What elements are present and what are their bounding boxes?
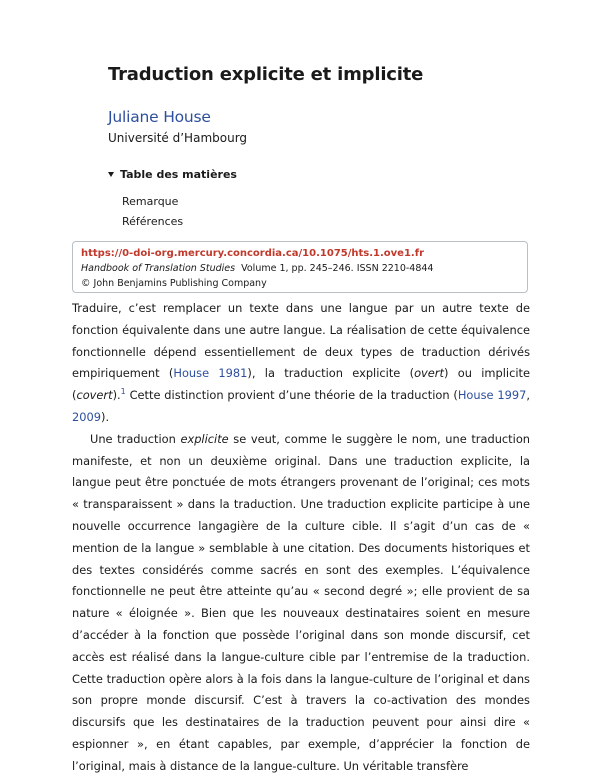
text-run: ) ou implicite ( xyxy=(72,366,530,403)
text-run: se veut, comme le suggère le nom, une traduction manifeste, et non un deuxième original. Dans une traduction explicite, la langue peut être ponctuée de mots étrangers provenant de l’original; ces mots « transparaissent » dans la traduction. Une traduction explicite participe à une nouvelle occurrence langagière de la culture cible. Il s’agit d’un cas de « mention de la langue » semblable à une citation. Des documents historiques et des textes considérés comme sacrés en sont des exemples. L’équivalence fonctionnelle ne peut être atteinte qu’au « second degré »; elle provient de sa nature « éloignée ». Bien que les nouveaux destinataires soient en mesure d’accéder à la fonction que possède l’original dans son monde discursif, cet accès est réalisé dans la langue-culture cible par l’entremise de la traduction. Cette traduction opère alors à la fois dans la langue-culture de l’original et dans son propre monde discursif. C’est à travers la co-activation des mondes discursifs que les destinataires de la traduction peuvent pour ainsi dire « espionner », en étant capables, par exemple, d’apprécier la fonction de l’original, mais à distance de la langue-culture. Un véritable transfère xyxy=(72,431,531,773)
text-run: Une traduction xyxy=(90,431,181,446)
citation-box xyxy=(72,241,528,293)
toc-heading: Table des matières xyxy=(120,168,237,181)
author-name[interactable]: Juliane House xyxy=(108,108,211,126)
term-explicite: explicite xyxy=(180,431,229,446)
article-body xyxy=(72,298,530,778)
text-run: Cette distinction provient d’une théorie de la traduction ( xyxy=(125,388,458,403)
toc-item-remarque[interactable]: Remarque xyxy=(122,195,179,208)
text-run: , xyxy=(526,388,530,403)
term-covert: covert xyxy=(76,388,113,403)
paragraph-2 xyxy=(72,429,530,778)
toc-toggle[interactable] xyxy=(108,168,237,181)
term-overt: overt xyxy=(414,366,444,381)
text-run: ). xyxy=(101,409,110,424)
reference-link-2009[interactable]: 2009 xyxy=(72,409,101,424)
article-title: Traduction explicite et implicite xyxy=(108,64,424,85)
footnote-marker[interactable]: 1 xyxy=(120,387,126,397)
text-run: Traduire, c’est remplacer un texte dans une langue par un autre texte de fonction équivalente dans une autre langue. La réalisation de cette équivalence fonctionnelle dépend essentiellement de deux types de traduction dérivés empiriquement ( xyxy=(72,301,530,381)
reference-link-house-1997[interactable]: House 1997 xyxy=(457,388,527,403)
triangle-down-icon xyxy=(108,172,114,177)
author-affiliation: Université d’Hambourg xyxy=(108,131,248,145)
text-run: ). xyxy=(112,388,121,403)
text-run: ), la traduction explicite ( xyxy=(247,366,415,381)
paragraph-1 xyxy=(72,298,530,429)
book-title: Handbook of Translation Studies xyxy=(81,263,236,274)
copyright-notice: © John Benjamins Publishing Company xyxy=(81,278,267,289)
toc-list xyxy=(122,195,237,228)
toc-item-references[interactable]: Références xyxy=(122,215,184,228)
doi-link[interactable]: https://0-doi-org.mercury.concordia.ca/10.1075/hts.1.ove1.fr xyxy=(81,248,425,259)
citation-source xyxy=(81,261,517,276)
table-of-contents xyxy=(108,168,237,235)
reference-link-house-1981[interactable]: House 1981 xyxy=(173,366,248,381)
citation-details: Volume 1, pp. 245–246. ISSN 2210-4844 xyxy=(241,263,434,274)
